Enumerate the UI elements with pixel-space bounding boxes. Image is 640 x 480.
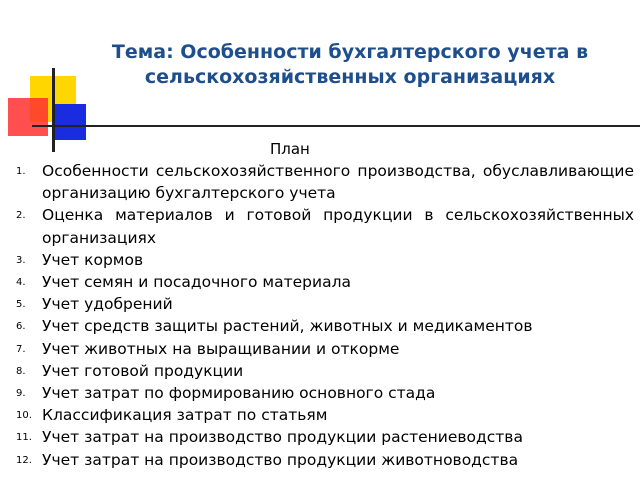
item-text: Оценка материалов и готовой продукции в сельскохозяйственных организациях [42,206,634,247]
slide-title-line-1: Тема: Особенности бухгалтерского учета в [111,41,589,63]
item-number: 2. [16,210,26,222]
item-number: 6. [16,321,26,333]
item-text: Учет кормов [42,250,144,269]
item-number: 8. [16,365,26,377]
item-text: Учет затрат по формированию основного стада [42,384,436,403]
item-number: 10. [16,410,32,422]
list-item [0,204,634,248]
item-number: 12. [16,454,32,466]
list-item [0,315,634,337]
list-item [0,293,634,315]
decor-blue-square [52,104,86,140]
plan-heading: План [270,140,310,158]
item-text: Учет затрат на производство продукции животноводства [42,450,519,469]
list-item [0,160,634,204]
item-text: Учет животных на выращивании и откорме [42,339,400,358]
item-text: Учет затрат на производство продукции растениеводства [42,428,523,447]
decor-red-square [8,98,48,136]
item-number: 4. [16,277,26,289]
list-item [0,249,634,271]
item-number: 9. [16,388,26,400]
list-item [0,271,634,293]
list-item [0,404,634,426]
list-item [0,360,634,382]
item-number: 7. [16,343,26,355]
slide-title [70,40,630,90]
item-text: Особенности сельскохозяйственного производства, обуславливающие организацию бухгалтерского учета [42,162,634,203]
item-number: 11. [16,432,32,444]
slide-title-line-2: сельскохозяйственных организациях [144,66,556,88]
title-divider-line [32,125,640,127]
decor-vertical-line [52,68,55,152]
item-text: Учет семян и посадочного материала [42,273,351,292]
item-text: Классификация затрат по статьям [42,406,328,425]
item-number: 3. [16,254,26,266]
list-item [0,338,634,360]
plan-list [0,160,634,471]
item-number: 1. [16,166,26,177]
item-text: Учет средств защиты растений, животных и медикаментов [42,317,533,336]
item-text: Учет готовой продукции [42,361,244,380]
item-number: 5. [16,299,26,311]
list-item [0,426,634,448]
item-text: Учет удобрений [42,295,173,314]
list-item [0,382,634,404]
list-item [0,449,634,471]
